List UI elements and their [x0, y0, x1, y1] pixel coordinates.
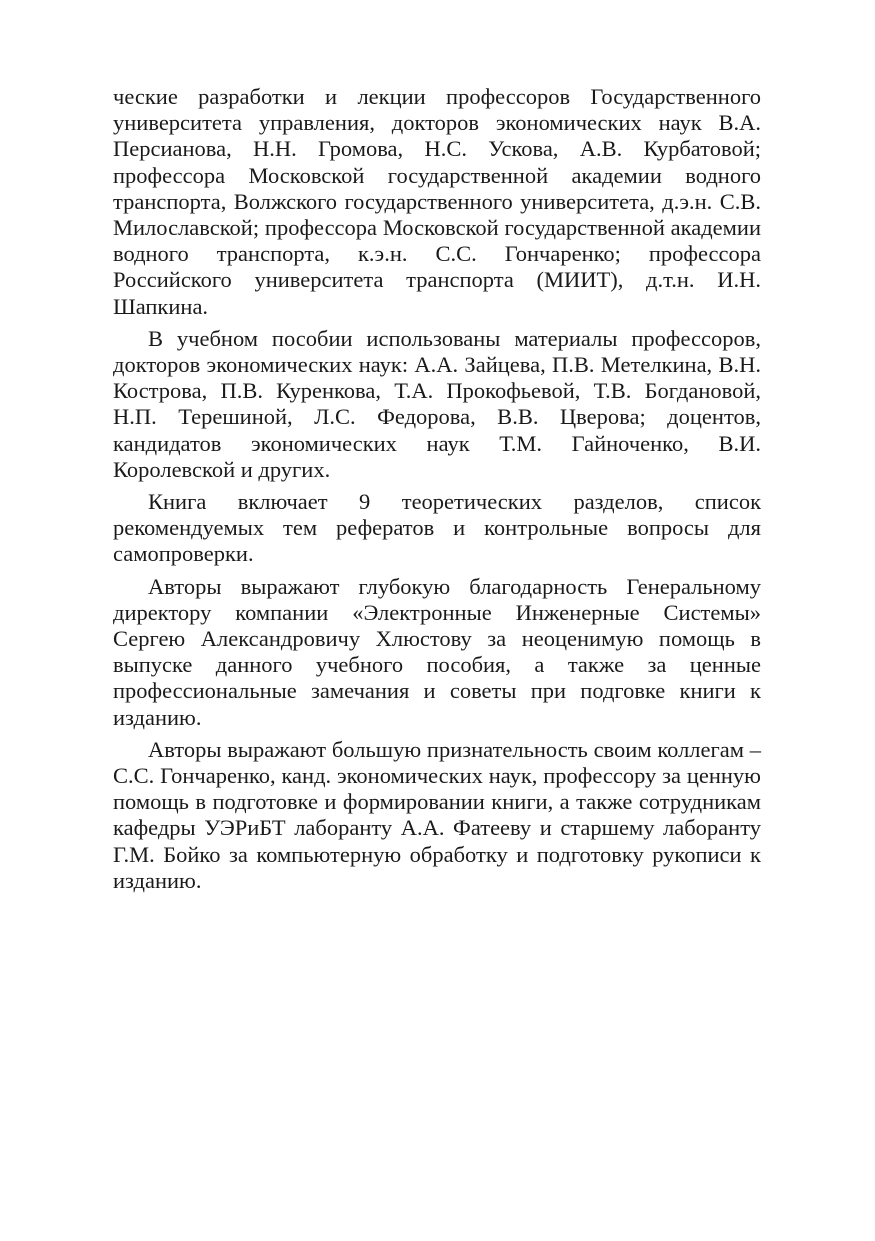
paragraph-book-contents: Книга включает 9 теоретических разделов, список рекомендуемых тем рефератов и контрольные вопросы для самопроверки.	[113, 489, 761, 567]
paragraph-materials-used: В учебном пособии использованы материалы профессоров, докторов экономических наук: А.А. Зайцева, П.В. Метелкина, В.Н. Кострова, П.В. Куренкова, Т.А. Прокофьевой, Т.В. Богдановой, Н.П. Терешиной, Л.С. Федорова, В.В. Цверова; доцентов, кандидатов экономических наук Т.М. Гайноченко, В.И. Королевской и других.	[113, 325, 761, 482]
page-body	[113, 84, 761, 900]
paragraph-gratitude-colleagues: Авторы выражают большую признательность своим коллегам – С.С. Гончаренко, канд. экономических наук, профессору за ценную помощь в подготовке и формировании книги, а также сотрудникам кафедры УЭРиБТ лаборанту А.А. Фатееву и старшему лаборанту Г.М. Бойко за компьютерную обработку и подготовку рукописи к изданию.	[113, 736, 761, 893]
paragraph-gratitude-director: Авторы выражают глубокую благодарность Генеральному директору компании «Электронные Инженерные Системы» Сергею Александровичу Хлюстову за неоценимую помощь в выпуске данного учебного пособия, а также за ценные профессиональные замечания и советы при подговке книги к изданию.	[113, 573, 761, 730]
paragraph-acknowledged-professors: ческие разработки и лекции профессоров Государственного университета управления, докторов экономических наук В.А. Персианова, Н.Н. Громова, Н.С. Ускова, А.В. Курбатовой; профессора Московской государственной академии водного транспорта, Волжского государственного университета, д.э.н. С.В. Милославской; профессора Московской государственной академии водного транспорта, к.э.н. С.С. Гончаренко; профессора Российского университета транспорта (МИИТ), д.т.н. И.Н. Шапкина.	[113, 84, 761, 319]
